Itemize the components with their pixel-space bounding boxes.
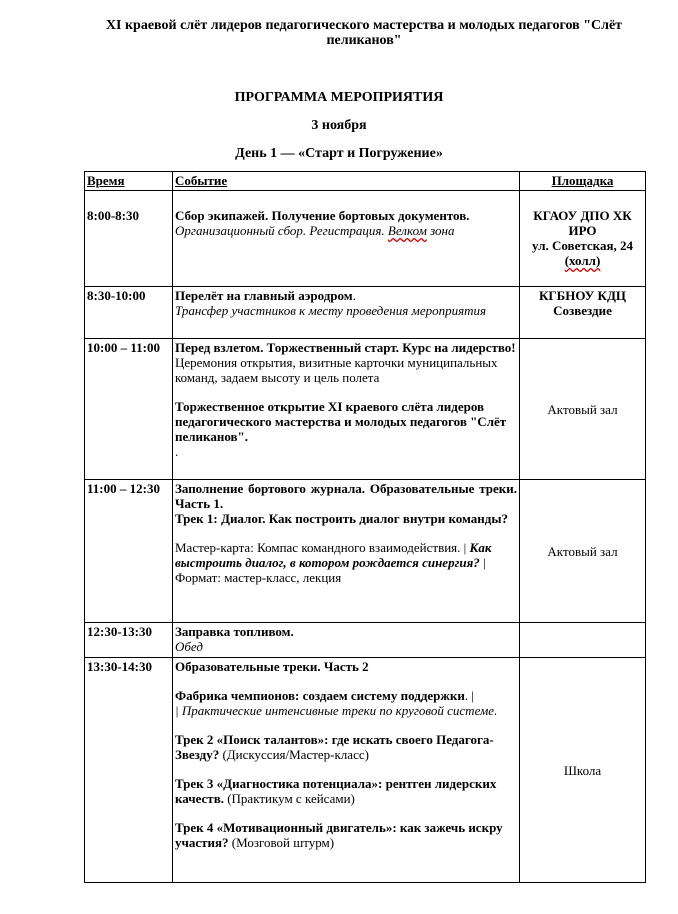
date-heading: 3 ноября	[311, 118, 367, 133]
row-time: 8:30-10:00	[85, 287, 173, 339]
table-row	[85, 623, 646, 658]
row-event: Образовательные треки. Часть 2 Фабрика чемпионов: создаем систему поддержки. | | Практические интенсивные треки по круговой системе. Трек 2 «Поиск талантов»: где искать своего Педагога-Звезду? (Дискуссия/Мастер-класс) Трек 3 «Диагностика потенциала»: рентген лидерских качеств. (Практикум с кейсами) Трек 4 «Мотивационный двигатель»: как зажечь искру участия? (Мозговой штурм)	[173, 658, 520, 883]
event-description: Обед	[175, 639, 203, 654]
row-venue	[520, 623, 646, 658]
row-time: 13:30-14:30	[85, 658, 173, 883]
row-event: Перед взлетом. Торжественный старт. Курс на лидерство! Церемония открытия, визитные карточки муниципальных команд, задаем высоту и цель полета Торжественное открытие XI краевого слёта лидеров педагогического мастерства и молодых педагогов "Слёт пеликанов". .	[173, 339, 520, 480]
row-time: 8:00-8:30	[85, 191, 173, 287]
event-title: Образовательные треки. Часть 2	[175, 659, 369, 674]
table-row	[85, 339, 646, 480]
row-venue: Актовый зал	[520, 480, 646, 623]
event-title: Заправка топливом.	[175, 624, 294, 639]
document-title: XI краевой слёт лидеров педагогического мастерства и молодых педагогов "Слёт пеликанов"	[105, 18, 623, 48]
row-event	[173, 623, 520, 658]
row-event: Перелёт на главный аэродром. Трансфер участников к месту проведения мероприятия	[173, 287, 520, 339]
row-venue: Школа	[520, 658, 646, 883]
event-track: Трек 1: Диалог. Как построить диалог внутри команды?	[175, 511, 509, 526]
table-row	[85, 658, 646, 883]
table-row	[85, 191, 646, 287]
row-event	[173, 480, 520, 623]
header-venue: Площадка	[520, 172, 646, 191]
program-heading: ПРОГРАММА МЕРОПРИЯТИЯ	[234, 90, 444, 105]
schedule-table	[84, 171, 646, 883]
event-description: Трансфер участников к месту проведения мероприятия	[175, 303, 487, 318]
event-title: Заполнение бортового журнала. Образовательные треки. Часть 1.	[175, 481, 517, 511]
event-title: Перелёт на главный аэродром	[175, 288, 353, 303]
row-venue: Актовый зал	[520, 339, 646, 480]
event-title: Сбор экипажей. Получение бортовых документов.	[175, 208, 470, 223]
header-event: Событие	[173, 172, 520, 191]
table-row	[85, 480, 646, 623]
event-description: Мастер-карта: Компас командного взаимодействия. | Как выстроить диалог, в котором рождается синергия? | Формат: мастер-класс, лекция	[175, 540, 492, 585]
day-heading: День 1 — «Старт и Погружение»	[235, 146, 443, 161]
row-venue: КГБНОУ КДЦ Созвездие	[520, 287, 646, 339]
header-time: Время	[85, 172, 173, 191]
row-time: 11:00 – 12:30	[85, 480, 173, 623]
event-description: Организационный сбор. Регистрация. Велком зона	[175, 223, 455, 238]
row-event	[173, 191, 520, 287]
event-subtitle: Торжественное открытие XI краевого слёта лидеров педагогического мастерства и молодых педагогов "Слёт пеликанов".	[175, 399, 507, 444]
row-time: 10:00 – 11:00	[85, 339, 173, 480]
table-row	[85, 287, 646, 339]
table-header-row	[85, 172, 646, 191]
row-venue: КГАОУ ДПО ХК ИРО ул. Советская, 24 (холл)	[520, 191, 646, 287]
event-title: Перед взлетом. Торжественный старт. Курс на лидерство!	[175, 340, 516, 355]
row-time: 12:30-13:30	[85, 623, 173, 658]
